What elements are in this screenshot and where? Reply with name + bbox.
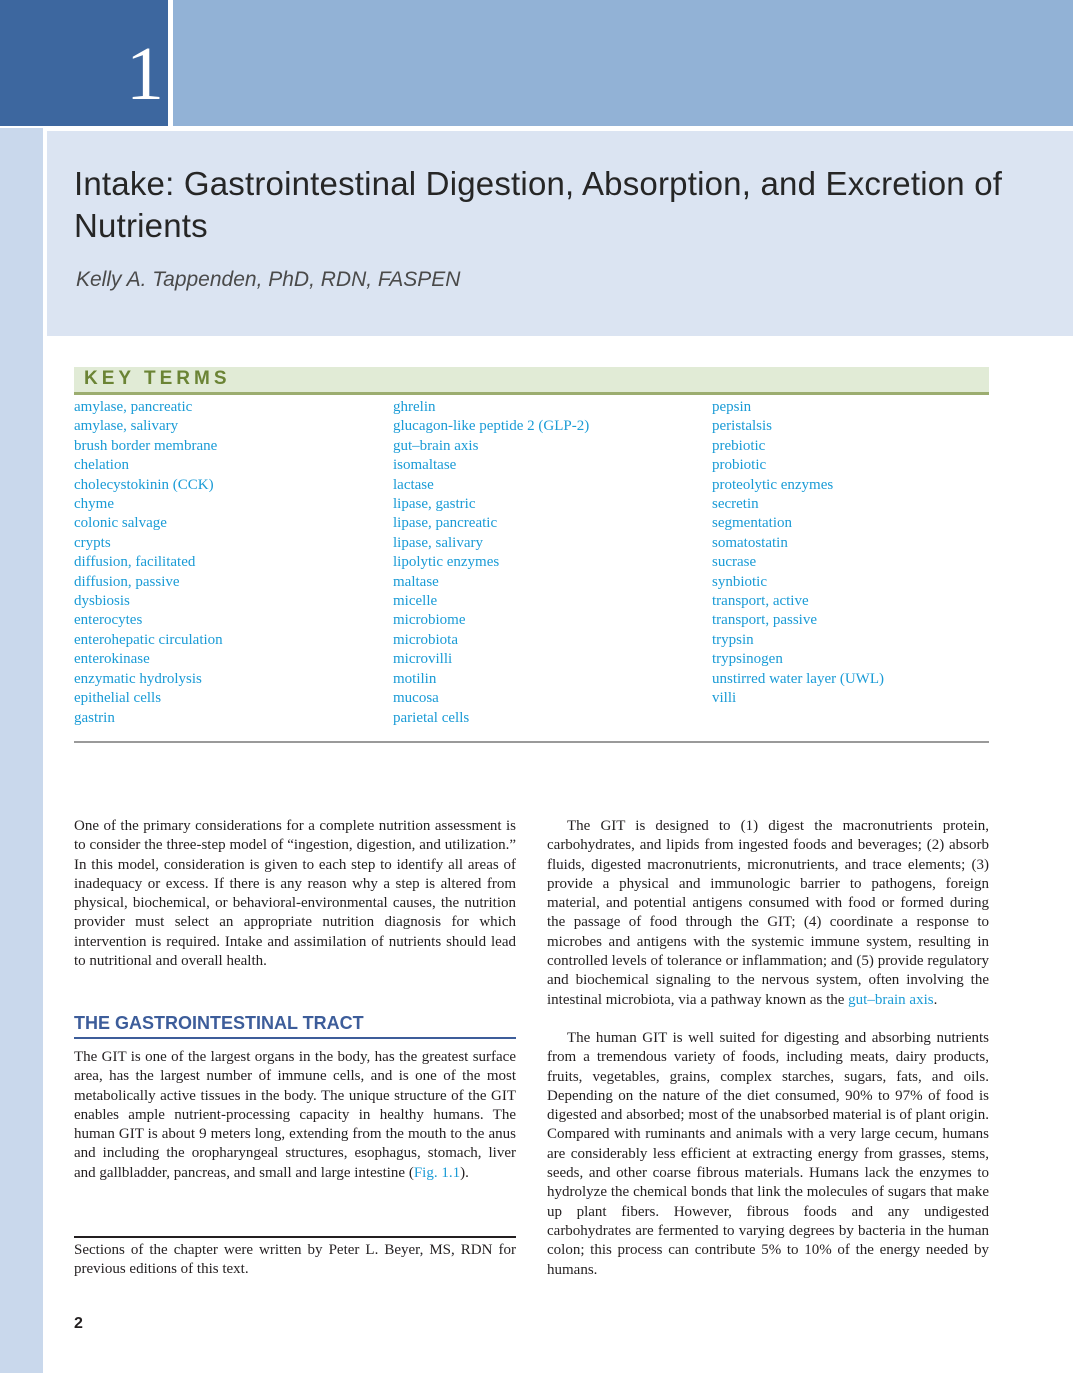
key-term-link[interactable]: glucagon-like peptide 2 (GLP-2)	[393, 418, 590, 435]
section-heading: THE GASTROINTESTINAL TRACT	[74, 1013, 516, 1039]
chapter-author: Kelly A. Tappenden, PhD, RDN, FASPEN	[76, 268, 461, 291]
key-term-link[interactable]: sucrase	[712, 554, 757, 571]
key-term-link[interactable]: synbiotic	[712, 573, 767, 590]
side-strip	[0, 128, 43, 1373]
key-term-link[interactable]: lactase	[393, 476, 434, 493]
chapter-number: 1	[126, 32, 164, 116]
key-term-link[interactable]: mucosa	[393, 690, 439, 707]
key-terms-column-1	[74, 398, 223, 728]
chapter-title: Intake: Gastrointestinal Digestion, Absorption, and Excretion of Nutrients	[74, 165, 1003, 244]
git-functions-paragraph	[547, 817, 989, 1010]
key-term-link[interactable]: pepsin	[712, 399, 752, 415]
key-term-link[interactable]: enterohepatic circulation	[74, 631, 223, 648]
key-term-link[interactable]: crypts	[74, 534, 111, 551]
footnote: Sections of the chapter were written by Peter L. Beyer, MS, RDN for previous editions of this text.	[74, 1242, 516, 1278]
key-term-link[interactable]: isomaltase	[393, 457, 457, 474]
key-term-link[interactable]: lipolytic enzymes	[393, 554, 500, 571]
key-term-link[interactable]: ghrelin	[393, 399, 436, 415]
key-terms-column-2	[393, 398, 589, 728]
key-term-link[interactable]: chelation	[74, 457, 129, 474]
key-term-link[interactable]: segmentation	[712, 515, 792, 532]
key-terms-header	[74, 367, 989, 395]
key-term-link[interactable]: transport, passive	[712, 612, 817, 629]
key-term-link[interactable]: enterokinase	[74, 651, 150, 668]
chapter-number-block	[0, 0, 168, 126]
key-term-link[interactable]: transport, active	[712, 593, 809, 610]
git-paragraph-text: The GIT is one of the largest organs in the body, has the greatest surface area, has the largest number of immune cells, and is one of the most metabolically active tissues in the body. The unique structure of the GIT enables ample nutrient-processing capacity in healthy humans. The human GIT is about 9 meters long, extending from the mouth to the anus and including the oropharyngeal structures, esophagus, stomach, liver and gallbladder, pancreas, and small and large intestine (	[74, 1049, 516, 1181]
key-term-link[interactable]: diffusion, facilitated	[74, 554, 196, 571]
key-term-link[interactable]: gastrin	[74, 709, 115, 726]
key-term-link[interactable]: motilin	[393, 670, 437, 687]
key-term-link[interactable]: lipase, salivary	[393, 534, 483, 551]
key-term-link[interactable]: diffusion, passive	[74, 573, 180, 590]
key-term-link[interactable]: unstirred water layer (UWL)	[712, 670, 885, 687]
key-term-link[interactable]: enzymatic hydrolysis	[74, 670, 202, 687]
header-band	[173, 0, 1073, 126]
key-term-link[interactable]: colonic salvage	[74, 515, 167, 532]
key-term-link[interactable]: brush border membrane	[74, 437, 218, 454]
key-term-link[interactable]: microvilli	[393, 651, 453, 668]
key-term-link[interactable]: proteolytic enzymes	[712, 476, 834, 493]
key-terms-bottom-rule	[74, 741, 989, 743]
figure-link[interactable]: Fig. 1.1	[413, 1164, 461, 1181]
key-term-link[interactable]: chyme	[74, 496, 114, 513]
key-term-link[interactable]: gut–brain axis	[393, 437, 479, 454]
git-functions-text: The GIT is designed to (1) digest the macronutrients protein, carbohydrates, and lipids from ingested foods and beverages; (2) absorb fluids, digested macronutrients, micronutrients, and trace elements; (3) provide a physical and immunologic barrier to pathogens, foreign material, and potential antigens consumed with food or formed during the passage of food through the GIT; (4) coordinate a response to microbes and antigens with the systemic immune system, resulting in controlled levels of tolerance or inflammation; and (5) provide regulatory and biochemical signaling to the nervous system, often involving the intestinal microbiota, via a pathway known as the	[547, 818, 989, 1008]
page-number: 2	[74, 1315, 83, 1332]
key-term-link[interactable]: trypsin	[712, 631, 754, 648]
key-term-link[interactable]: cholecystokinin (CCK)	[74, 476, 214, 493]
key-term-link[interactable]: amylase, salivary	[74, 418, 179, 435]
key-term-link[interactable]: villi	[712, 690, 737, 707]
git-paragraph-end: ).	[460, 1164, 469, 1181]
key-term-link[interactable]: parietal cells	[393, 709, 470, 726]
key-term-link[interactable]: secretin	[712, 496, 759, 513]
key-term-link[interactable]: peristalsis	[712, 418, 772, 435]
key-term-link[interactable]: lipase, pancreatic	[393, 515, 498, 532]
key-term-link[interactable]: microbiome	[393, 612, 466, 629]
key-term-link[interactable]: enterocytes	[74, 612, 143, 629]
key-term-link[interactable]: microbiota	[393, 631, 458, 648]
intro-paragraph: One of the primary considerations for a complete nutrition assessment is to consider the three-step model of “ingestion, digestion, and utilization.” In this model, consideration is given to each step to identify all areas of inadequacy or excess. If there is any reason why a step is altered from physical, biochemical, or behavioral-environmental causes, the nutrition provider must select an appropriate nutrition diagnosis for which intervention is required. Intake and assimilation of nutrients should lead to nutritional and overall health.	[74, 818, 516, 970]
digestion-efficiency-paragraph: The human GIT is well suited for digesting and absorbing nutrients from a tremendous variety of foods, including meats, dairy products, fruits, vegetables, grains, complex starches, sugars, fats, and oils. Depending on the nature of the diet consumed, 90% to 97% of food is digested and absorbed; most of the unabsorbed material is of plant origin. Compared with ruminants and animals with a very large cecum, humans are considerably less efficient at extracting energy from grasses, stems, seeds, and other coarse fibrous materials. Humans lack the enzymes to hydrolyze the chemical bonds that link the molecules of sugars that make up plant fibers. However, fibrous foods and any undigested carbohydrates are fermented to varying degrees by bacteria in the human colon; this process can contribute 5% to 10% of the energy needed by humans.	[547, 1030, 989, 1278]
key-term-link[interactable]: micelle	[393, 593, 438, 610]
footnote-rule	[74, 1236, 516, 1238]
git-functions-end: .	[933, 991, 938, 1008]
key-term-link[interactable]: probiotic	[712, 457, 767, 474]
git-paragraph	[74, 1048, 516, 1183]
key-term-link[interactable]: amylase, pancreatic	[74, 399, 193, 415]
key-term-link[interactable]: maltase	[393, 573, 439, 590]
gut-brain-axis-link[interactable]: gut–brain axis	[848, 991, 934, 1008]
key-term-link[interactable]: prebiotic	[712, 437, 766, 454]
key-term-link[interactable]: lipase, gastric	[393, 496, 476, 513]
key-terms-column-3	[712, 398, 884, 709]
key-term-link[interactable]: trypsinogen	[712, 651, 783, 668]
key-term-link[interactable]: dysbiosis	[74, 593, 130, 610]
key-term-link[interactable]: somatostatin	[712, 534, 788, 551]
key-terms-heading: KEY TERMS	[84, 368, 231, 389]
key-term-link[interactable]: epithelial cells	[74, 690, 162, 707]
